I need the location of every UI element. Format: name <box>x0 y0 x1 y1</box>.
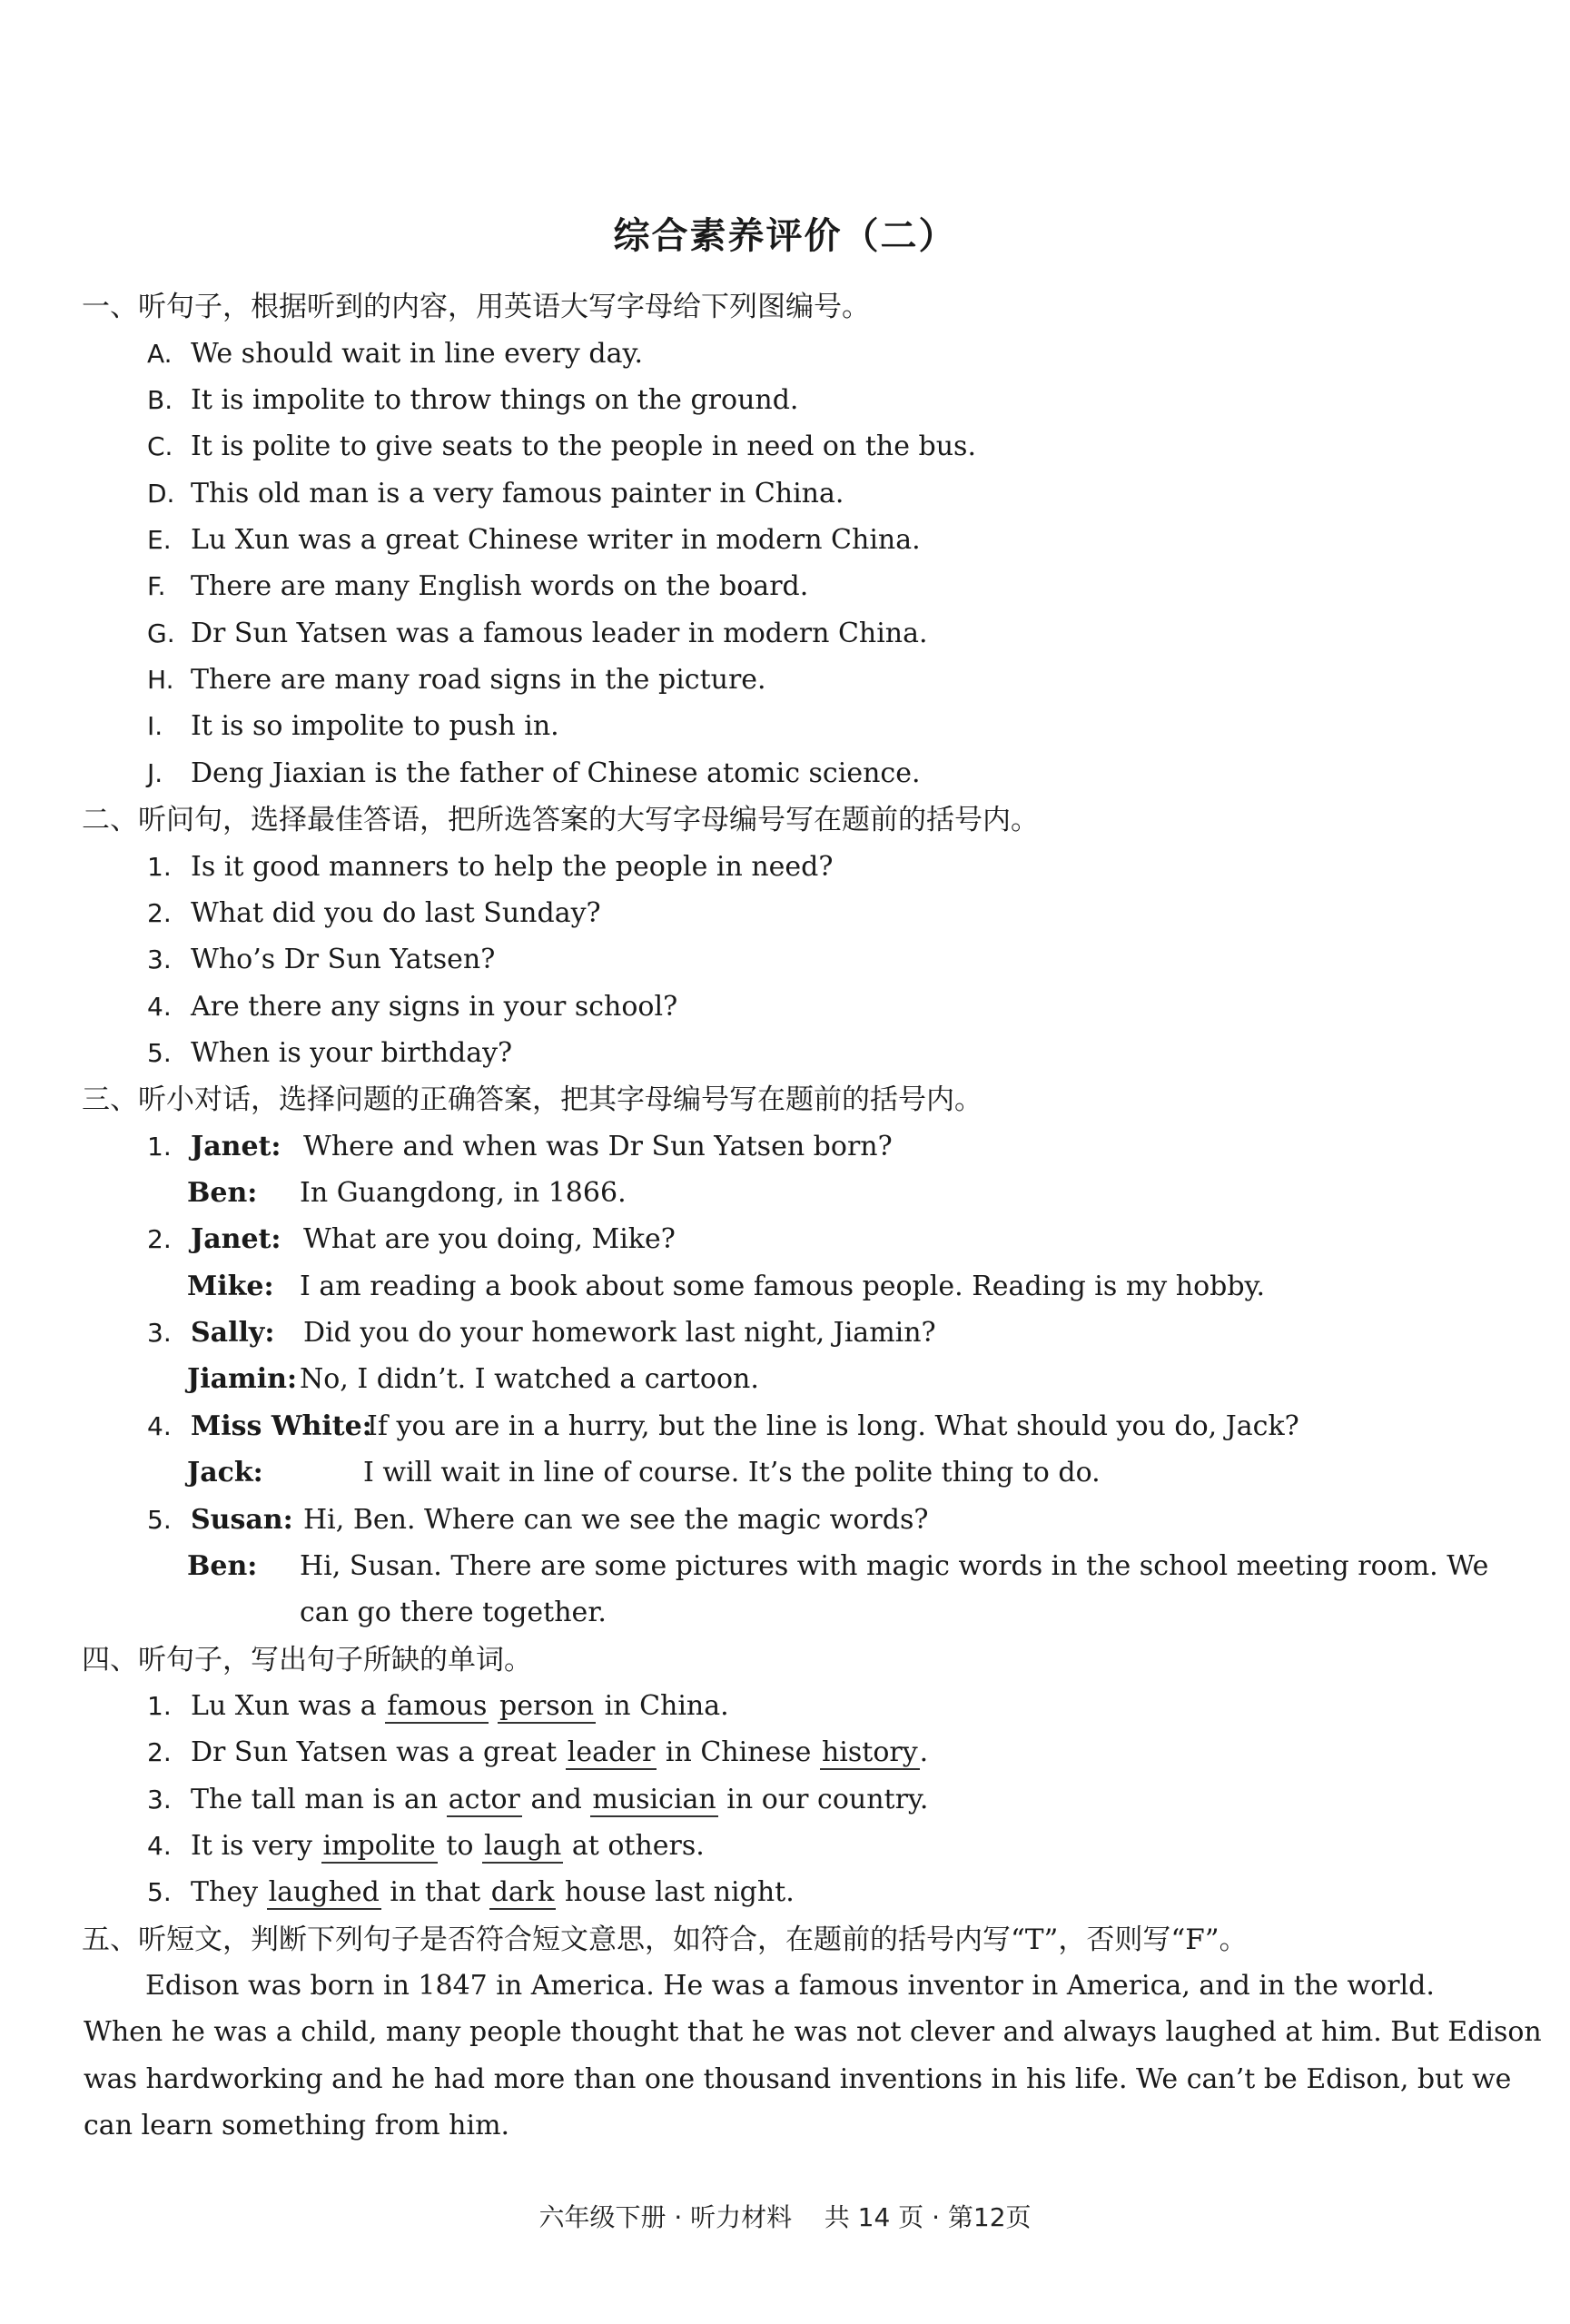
s2-item-1 <box>147 849 833 885</box>
passage-line-4: can learn something from him. <box>84 2110 510 2141</box>
item-text: There are many road signs in the picture. <box>191 664 766 696</box>
s1-item-b <box>147 382 798 419</box>
item-label: I. <box>147 711 163 741</box>
speaker-text: I will wait in line of course. It’s the polite thing to do. <box>363 1457 1101 1488</box>
item-text: Dr Sun Yatsen was a famous leader in modern China. <box>191 618 928 649</box>
text-segment: Dr Sun Yatsen was a great <box>191 1736 566 1768</box>
answer-blank: leader <box>567 1736 656 1768</box>
item-label: B. <box>147 385 173 415</box>
section-5-heading: 五、听短文，判断下列句子是否符合短文意思，如符合，在题前的括号内写“T”，否则写“F”。 <box>82 1923 1248 1956</box>
item-label: C. <box>147 431 173 461</box>
speaker-name: Miss White: <box>191 1410 372 1442</box>
dialog-5-line-a <box>147 1502 928 1538</box>
dialog-2-line-b <box>187 1269 1265 1305</box>
section-1-heading: 一、听句子，根据听到的内容，用英语大写字母给下列图编号。 <box>82 291 870 323</box>
speaker-name: Susan: <box>191 1504 293 1536</box>
dialog-number: 5. <box>147 1505 172 1535</box>
text-segment: in Chinese <box>657 1736 820 1768</box>
speaker-name: Janet: <box>191 1131 281 1162</box>
s4-item-5 <box>147 1874 795 1911</box>
answer-blank: person <box>499 1690 595 1722</box>
item-text: There are many English words on the board. <box>191 570 809 602</box>
item-text: This old man is a very famous painter in China. <box>191 478 844 509</box>
item-text: Who’s Dr Sun Yatsen? <box>191 944 496 975</box>
s1-item-a <box>147 336 643 372</box>
item-label: 1. <box>147 1691 172 1721</box>
answer-blank: dark <box>490 1876 555 1908</box>
section-3-heading: 三、听小对话，选择问题的正确答案，把其字母编号写在题前的括号内。 <box>82 1083 982 1116</box>
item-label: 2. <box>147 898 172 928</box>
item-label: G. <box>147 618 175 648</box>
text-segment: and <box>521 1784 591 1815</box>
item-label: 1. <box>147 852 172 882</box>
item-text: We should wait in line every day. <box>191 338 643 370</box>
answer-blank: laugh <box>484 1830 562 1862</box>
s1-item-h <box>147 662 766 698</box>
s1-item-g <box>147 616 928 652</box>
dialog-5-line-b-cont: can go there together. <box>300 1597 607 1628</box>
text-segment: The tall man is an <box>191 1784 447 1815</box>
answer-blank: actor <box>448 1784 520 1815</box>
s4-item-4 <box>147 1828 705 1864</box>
item-label: H. <box>147 665 174 695</box>
speaker-text: If you are in a hurry, but the line is long. What should you do, Jack? <box>367 1410 1299 1442</box>
s1-item-c <box>147 429 976 465</box>
item-text: Are there any signs in your school? <box>191 991 678 1023</box>
text-segment: in our country. <box>717 1784 929 1815</box>
s4-item-3 <box>147 1782 928 1818</box>
item-label: F. <box>147 571 166 601</box>
speaker-text: What are you doing, Mike? <box>303 1223 676 1255</box>
dialog-1-line-a <box>147 1129 893 1165</box>
item-text: What did you do last Sunday? <box>191 897 601 929</box>
dialog-number: 1. <box>147 1132 172 1162</box>
text-segment: to <box>437 1830 483 1862</box>
s1-item-d <box>147 476 844 512</box>
page-title: 综合素养评价（二） <box>613 215 957 257</box>
speaker-name: Sally: <box>191 1317 275 1349</box>
item-text: Deng Jiaxian is the father of Chinese atomic science. <box>191 757 921 789</box>
text-segment: It is very <box>191 1830 321 1862</box>
section-4-heading: 四、听句子，写出句子所缺的单词。 <box>82 1644 532 1676</box>
s2-item-2 <box>147 895 601 932</box>
s1-item-j <box>147 756 921 792</box>
s4-item-1 <box>147 1688 729 1725</box>
item-text: It is impolite to throw things on the ground. <box>191 384 799 416</box>
item-label: 4. <box>147 1831 172 1861</box>
item-text: Lu Xun was a great Chinese writer in modern China. <box>191 524 921 556</box>
dialog-number: 3. <box>147 1318 172 1348</box>
speaker-text: I am reading a book about some famous people. Reading is my hobby. <box>300 1271 1266 1302</box>
s1-item-i <box>147 708 559 745</box>
dialog-number: 4. <box>147 1411 172 1441</box>
speaker-name: Janet: <box>191 1223 281 1255</box>
answer-blank: impolite <box>322 1830 436 1862</box>
s1-item-f <box>147 569 808 605</box>
speaker-name: Ben: <box>187 1177 258 1209</box>
answer-blank: laughed <box>268 1876 380 1908</box>
dialog-3-line-b <box>187 1361 759 1398</box>
item-text: It is so impolite to push in. <box>191 710 559 742</box>
item-label: 5. <box>147 1877 172 1907</box>
text-segment: house last night. <box>556 1876 795 1908</box>
answer-blank: famous <box>387 1690 488 1722</box>
dialog-1-line-b <box>187 1175 627 1211</box>
dialog-2-line-a <box>147 1221 676 1258</box>
text-segment: at others. <box>563 1830 705 1862</box>
item-label: J. <box>147 758 163 788</box>
passage-line-1: Edison was born in 1847 in America. He was a famous inventor in America, and in the world. <box>145 1970 1435 2002</box>
answer-blank: history <box>821 1736 918 1768</box>
section-2-heading: 二、听问句，选择最佳答语，把所选答案的大写字母编号写在题前的括号内。 <box>82 804 1039 836</box>
item-label: 2. <box>147 1737 172 1767</box>
speaker-text: Hi, Ben. Where can we see the magic words? <box>303 1504 929 1536</box>
s2-item-4 <box>147 989 677 1025</box>
text-segment: . <box>919 1736 929 1768</box>
item-text: When is your birthday? <box>191 1037 513 1069</box>
item-label: 4. <box>147 992 172 1022</box>
speaker-text: Where and when was Dr Sun Yatsen born? <box>303 1131 893 1162</box>
text-segment: in that <box>380 1876 489 1908</box>
s4-item-2 <box>147 1735 928 1771</box>
text-segment: Lu Xun was a <box>191 1690 386 1722</box>
speaker-name: Ben: <box>187 1550 258 1582</box>
dialog-number: 2. <box>147 1224 172 1254</box>
item-label: A. <box>147 339 173 369</box>
text-segment <box>489 1690 498 1722</box>
item-label: 3. <box>147 1785 172 1815</box>
item-text: Is it good manners to help the people in need? <box>191 851 834 883</box>
item-label: D. <box>147 479 175 509</box>
item-text: It is polite to give seats to the people in need on the bus. <box>191 430 976 462</box>
speaker-text: Hi, Susan. There are some pictures with magic words in the school meeting room. We <box>300 1550 1489 1582</box>
speaker-name: Jack: <box>187 1457 263 1488</box>
speaker-name: Mike: <box>187 1271 274 1302</box>
speaker-text: No, I didn’t. I watched a cartoon. <box>300 1363 759 1395</box>
dialog-4-line-b <box>187 1455 1101 1491</box>
speaker-text: Did you do your homework last night, Jiamin? <box>303 1317 936 1349</box>
page-footer: 六年级下册 · 听力材料 共 14 页 · 第12页 <box>538 2202 1032 2232</box>
dialog-5-line-b <box>187 1548 1488 1585</box>
passage-line-2: When he was a child, many people thought that he was not clever and always laughed at him. But Edison <box>84 2016 1542 2048</box>
text-segment: in China. <box>596 1690 729 1722</box>
speaker-name: Jiamin: <box>187 1363 298 1395</box>
passage-line-3: was hardworking and he had more than one thousand inventions in his life. We can’t be Edison, but we <box>84 2063 1512 2095</box>
item-label: E. <box>147 525 172 555</box>
dialog-4-line-a <box>147 1409 1299 1445</box>
s2-item-3 <box>147 942 495 978</box>
item-label: 3. <box>147 944 172 974</box>
text-segment: They <box>191 1876 267 1908</box>
s1-item-e <box>147 522 921 559</box>
speaker-text: In Guangdong, in 1866. <box>300 1177 627 1209</box>
dialog-3-line-a <box>147 1315 936 1351</box>
item-label: 5. <box>147 1038 172 1068</box>
answer-blank: musician <box>592 1784 716 1815</box>
s2-item-5 <box>147 1035 512 1072</box>
